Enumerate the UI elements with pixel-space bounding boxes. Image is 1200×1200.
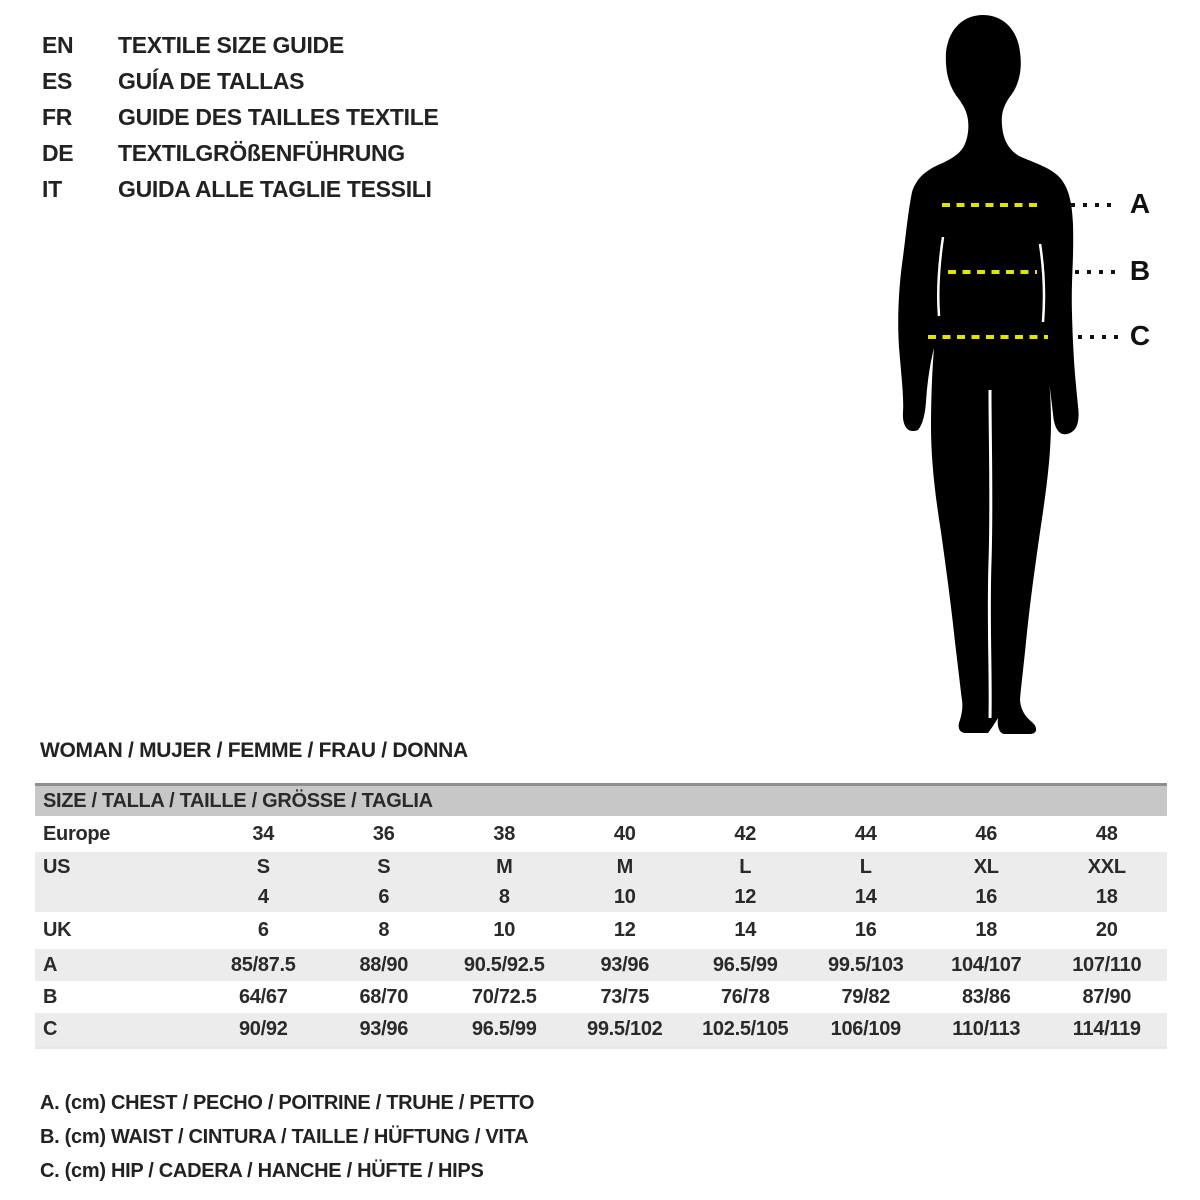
size-value: 8 <box>378 919 390 941</box>
size-value: 90.5/92.5 <box>463 953 545 976</box>
lang-row-it <box>42 171 439 207</box>
size-value: 36 <box>372 822 395 845</box>
size-value: 93/96 <box>359 1018 409 1040</box>
lang-code: FR <box>42 103 73 130</box>
size-value: 42 <box>734 822 757 845</box>
size-value: L <box>739 855 752 878</box>
size-value: 48 <box>1095 822 1118 845</box>
size-value: 4 <box>257 885 269 908</box>
size-value: 14 <box>734 919 757 941</box>
lang-row-de <box>42 135 439 171</box>
marker-label-b: B <box>1129 255 1151 286</box>
marker-label-c: C <box>1129 320 1151 351</box>
size-value: 104/107 <box>951 953 1022 976</box>
size-value: 64/67 <box>238 985 288 1008</box>
size-table-row <box>35 912 1167 949</box>
lang-title: TEXTILGRÖßENFÜHRUNG <box>118 139 405 166</box>
size-table-row <box>35 981 1167 1013</box>
size-value: M <box>616 855 633 878</box>
lang-row-es <box>42 63 439 99</box>
row-label: C <box>43 1018 58 1040</box>
size-value: 18 <box>1095 885 1118 908</box>
lang-code: EN <box>42 31 74 58</box>
size-value: 110/113 <box>952 1018 1021 1040</box>
size-table-body <box>35 816 1167 1046</box>
legend-chest: A. (cm) CHEST / PECHO / POITRINE / TRUHE / PETTO <box>40 1092 535 1114</box>
size-value: 99.5/102 <box>587 1018 663 1040</box>
lang-code: ES <box>42 67 73 94</box>
size-value: 12 <box>613 919 636 941</box>
size-value: 38 <box>493 822 516 845</box>
size-value: 114/119 <box>1072 1018 1141 1040</box>
size-table-row <box>35 852 1167 882</box>
size-value: 93/96 <box>600 953 650 976</box>
size-value: 106/109 <box>830 1018 901 1040</box>
size-value: 85/87.5 <box>230 953 296 976</box>
size-value: 6 <box>257 919 269 941</box>
size-value: M <box>496 855 513 878</box>
lang-code: DE <box>42 139 74 166</box>
size-value: S <box>256 855 270 878</box>
size-value: 8 <box>498 885 510 908</box>
gender-heading: WOMAN / MUJER / FEMME / FRAU / DONNA <box>40 739 468 762</box>
size-table <box>35 783 1167 1049</box>
lang-code: IT <box>42 175 62 202</box>
size-value: 88/90 <box>359 953 409 976</box>
language-title-list <box>42 27 439 207</box>
size-value: 73/75 <box>600 985 650 1008</box>
size-value: 79/82 <box>841 985 891 1008</box>
size-table-row <box>35 882 1167 912</box>
size-value: 99.5/103 <box>828 953 904 976</box>
size-value: 34 <box>252 822 275 845</box>
lang-row-en <box>42 27 439 63</box>
lang-title: GUIDA ALLE TAGLIE TESSILI <box>118 175 432 202</box>
size-value: 68/70 <box>359 985 409 1008</box>
row-label: US <box>43 855 71 878</box>
size-value: 12 <box>734 885 757 908</box>
size-value: 18 <box>975 919 998 941</box>
size-value: L <box>859 855 872 878</box>
row-label: B <box>43 985 58 1008</box>
marker-label-a: A <box>1129 188 1151 219</box>
woman-silhouette <box>890 12 1120 738</box>
size-value: 96.5/99 <box>712 953 778 976</box>
woman-silhouette-figure <box>890 12 1120 738</box>
row-label: A <box>43 953 58 976</box>
size-value: 107/110 <box>1072 953 1142 976</box>
size-value: 76/78 <box>720 985 770 1008</box>
size-value: S <box>377 855 391 878</box>
size-table-header: SIZE / TALLA / TAILLE / GRÖSSE / TAGLIA <box>35 783 1167 816</box>
size-value: 10 <box>493 919 516 941</box>
row-label: Europe <box>43 822 111 845</box>
size-value: 10 <box>613 885 636 908</box>
size-value: 70/72.5 <box>471 985 537 1008</box>
size-value: XL <box>973 855 999 878</box>
size-value: 83/86 <box>961 985 1011 1008</box>
legend-hip: C. (cm) HIP / CADERA / HANCHE / HÜFTE / HIPS <box>40 1160 484 1182</box>
measurement-legend <box>40 1086 534 1188</box>
lang-title: GUIDE DES TAILLES TEXTILE <box>118 103 439 130</box>
size-table-row <box>35 1013 1167 1046</box>
size-value: 102.5/105 <box>702 1018 789 1040</box>
size-value: 16 <box>975 885 998 908</box>
lang-row-fr <box>42 99 439 135</box>
size-table-row <box>35 949 1167 981</box>
leg-gap-line <box>989 390 991 718</box>
size-value: 90/92 <box>238 1018 288 1040</box>
size-value: XXL <box>1087 855 1126 878</box>
size-value: 96.5/99 <box>471 1018 537 1040</box>
size-value: 40 <box>613 822 636 845</box>
legend-waist: B. (cm) WAIST / CINTURA / TAILLE / HÜFTUNG / VITA <box>40 1126 529 1148</box>
size-value: 87/90 <box>1082 985 1132 1008</box>
size-value: 20 <box>1095 919 1118 941</box>
size-value: 44 <box>854 822 877 845</box>
row-label: UK <box>43 919 72 941</box>
size-value: 6 <box>378 885 390 908</box>
lang-title: GUÍA DE TALLAS <box>118 67 305 94</box>
size-value: 14 <box>854 885 877 908</box>
row-label <box>35 882 203 912</box>
size-value: 16 <box>854 919 877 941</box>
size-value: 46 <box>975 822 998 845</box>
lang-title: TEXTILE SIZE GUIDE <box>118 31 344 58</box>
size-table-row <box>35 816 1167 852</box>
